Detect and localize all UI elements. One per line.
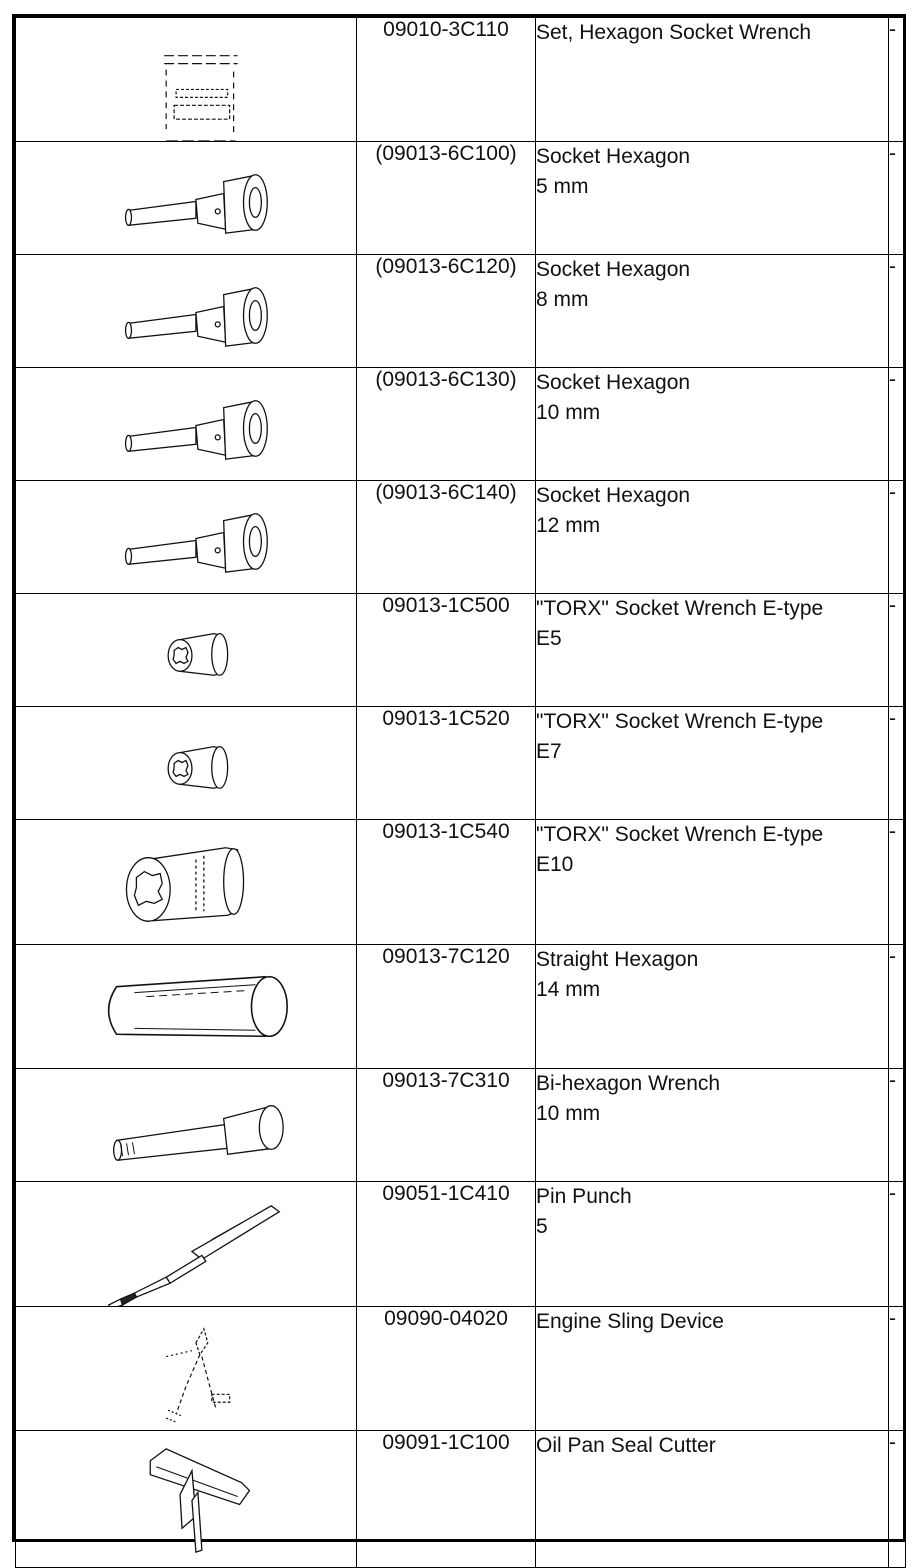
tool-row bbox=[16, 945, 906, 1069]
tool-illustration-cell bbox=[16, 594, 357, 707]
tool-illustration-cell bbox=[16, 1307, 357, 1431]
tool-row bbox=[16, 1307, 906, 1431]
hex-socket-bit-icon bbox=[16, 481, 356, 593]
tool-row bbox=[16, 142, 906, 255]
tool-spec: 5 bbox=[536, 1215, 548, 1238]
tool-spec: 5 mm bbox=[536, 175, 589, 198]
tool-illustration-cell bbox=[16, 255, 357, 368]
socket-set-case-icon bbox=[16, 18, 356, 141]
tool-illustration-cell bbox=[16, 481, 357, 594]
tool-illustration-cell bbox=[16, 368, 357, 481]
tool-description bbox=[536, 368, 889, 481]
tool-row bbox=[16, 255, 906, 368]
tool-name: Engine Sling Device bbox=[536, 1310, 724, 1333]
tool-spec: 12 mm bbox=[536, 514, 601, 537]
tool-number: 09013-1C520 bbox=[357, 707, 536, 820]
tool-name: "TORX" Socket Wrench E-type bbox=[536, 710, 824, 733]
tool-row bbox=[16, 820, 906, 945]
seal-cutter-icon bbox=[16, 1431, 356, 1567]
tool-description bbox=[536, 820, 889, 945]
tool-name: Socket Hexagon bbox=[536, 371, 691, 394]
special-tools-table bbox=[15, 17, 906, 1568]
tool-number: 09010-3C110 bbox=[357, 18, 536, 142]
tool-remark: - bbox=[889, 945, 906, 1069]
tool-illustration-cell bbox=[16, 1182, 357, 1307]
tool-name: Socket Hexagon bbox=[536, 484, 691, 507]
tool-remark: - bbox=[889, 820, 906, 945]
tool-number: 09013-1C540 bbox=[357, 820, 536, 945]
tool-number: 09091-1C100 bbox=[357, 1431, 536, 1568]
tool-name: Socket Hexagon bbox=[536, 145, 691, 168]
tool-illustration-cell bbox=[16, 707, 357, 820]
tool-name: "TORX" Socket Wrench E-type bbox=[536, 823, 824, 846]
tool-description bbox=[536, 481, 889, 594]
tool-number: (09013-6C130) bbox=[357, 368, 536, 481]
tool-description bbox=[536, 594, 889, 707]
tool-number: 09013-7C310 bbox=[357, 1069, 536, 1182]
tool-row bbox=[16, 1431, 906, 1568]
hex-socket-bit-icon bbox=[16, 142, 356, 254]
tool-remark: - bbox=[889, 1182, 906, 1307]
tool-remark: - bbox=[889, 142, 906, 255]
tool-spec: 14 mm bbox=[536, 978, 601, 1001]
tool-illustration-cell bbox=[16, 18, 357, 142]
tool-number: 09090-04020 bbox=[357, 1307, 536, 1431]
tool-spec: 10 mm bbox=[536, 401, 601, 424]
tool-name: Socket Hexagon bbox=[536, 258, 691, 281]
tool-spec: E10 bbox=[536, 853, 574, 876]
tool-row bbox=[16, 368, 906, 481]
tool-description bbox=[536, 18, 889, 142]
straight-hexagon-icon bbox=[16, 945, 356, 1068]
bi-hexagon-wrench-icon bbox=[16, 1069, 356, 1181]
tool-number: 09013-1C500 bbox=[357, 594, 536, 707]
tool-row bbox=[16, 481, 906, 594]
tool-illustration-cell bbox=[16, 142, 357, 255]
tool-remark: - bbox=[889, 1069, 906, 1182]
engine-sling-icon bbox=[16, 1307, 356, 1430]
tool-illustration-cell bbox=[16, 945, 357, 1069]
tool-row bbox=[16, 1069, 906, 1182]
pin-punch-icon bbox=[16, 1182, 356, 1306]
tool-number: (09013-6C120) bbox=[357, 255, 536, 368]
tool-description bbox=[536, 1307, 889, 1431]
tool-description bbox=[536, 255, 889, 368]
tool-remark: - bbox=[889, 255, 906, 368]
tool-spec: 10 mm bbox=[536, 1102, 601, 1125]
tool-name: Bi-hexagon Wrench bbox=[536, 1072, 721, 1095]
tool-row bbox=[16, 18, 906, 142]
tool-description bbox=[536, 142, 889, 255]
tool-row bbox=[16, 1182, 906, 1307]
tool-description bbox=[536, 1182, 889, 1307]
torx-socket-small-icon bbox=[16, 594, 356, 706]
tool-name: "TORX" Socket Wrench E-type bbox=[536, 597, 824, 620]
tool-illustration-cell bbox=[16, 820, 357, 945]
tool-number: 09051-1C410 bbox=[357, 1182, 536, 1307]
special-tools-table-frame bbox=[12, 14, 906, 1542]
tool-number: (09013-6C140) bbox=[357, 481, 536, 594]
tool-spec: 8 mm bbox=[536, 288, 589, 311]
tool-spec: E7 bbox=[536, 740, 562, 763]
tool-name: Oil Pan Seal Cutter bbox=[536, 1434, 716, 1457]
tool-remark: - bbox=[889, 18, 906, 142]
tool-name: Set, Hexagon Socket Wrench bbox=[536, 21, 812, 44]
tool-number: (09013-6C100) bbox=[357, 142, 536, 255]
hex-socket-bit-icon bbox=[16, 368, 356, 480]
torx-socket-small-icon bbox=[16, 707, 356, 819]
tool-remark: - bbox=[889, 368, 906, 481]
tool-name: Straight Hexagon bbox=[536, 948, 699, 971]
tool-spec: E5 bbox=[536, 627, 562, 650]
tool-name: Pin Punch bbox=[536, 1185, 632, 1208]
tool-row bbox=[16, 707, 906, 820]
tool-description bbox=[536, 1069, 889, 1182]
tool-remark: - bbox=[889, 1431, 906, 1568]
tool-remark: - bbox=[889, 707, 906, 820]
tool-remark: - bbox=[889, 1307, 906, 1431]
tool-description bbox=[536, 707, 889, 820]
tool-description bbox=[536, 1431, 889, 1568]
tool-remark: - bbox=[889, 481, 906, 594]
hex-socket-bit-icon bbox=[16, 255, 356, 367]
tool-remark: - bbox=[889, 594, 906, 707]
tool-number: 09013-7C120 bbox=[357, 945, 536, 1069]
tool-row bbox=[16, 594, 906, 707]
torx-socket-large-icon bbox=[16, 820, 356, 944]
tool-illustration-cell bbox=[16, 1069, 357, 1182]
tool-illustration-cell bbox=[16, 1431, 357, 1568]
tool-description bbox=[536, 945, 889, 1069]
